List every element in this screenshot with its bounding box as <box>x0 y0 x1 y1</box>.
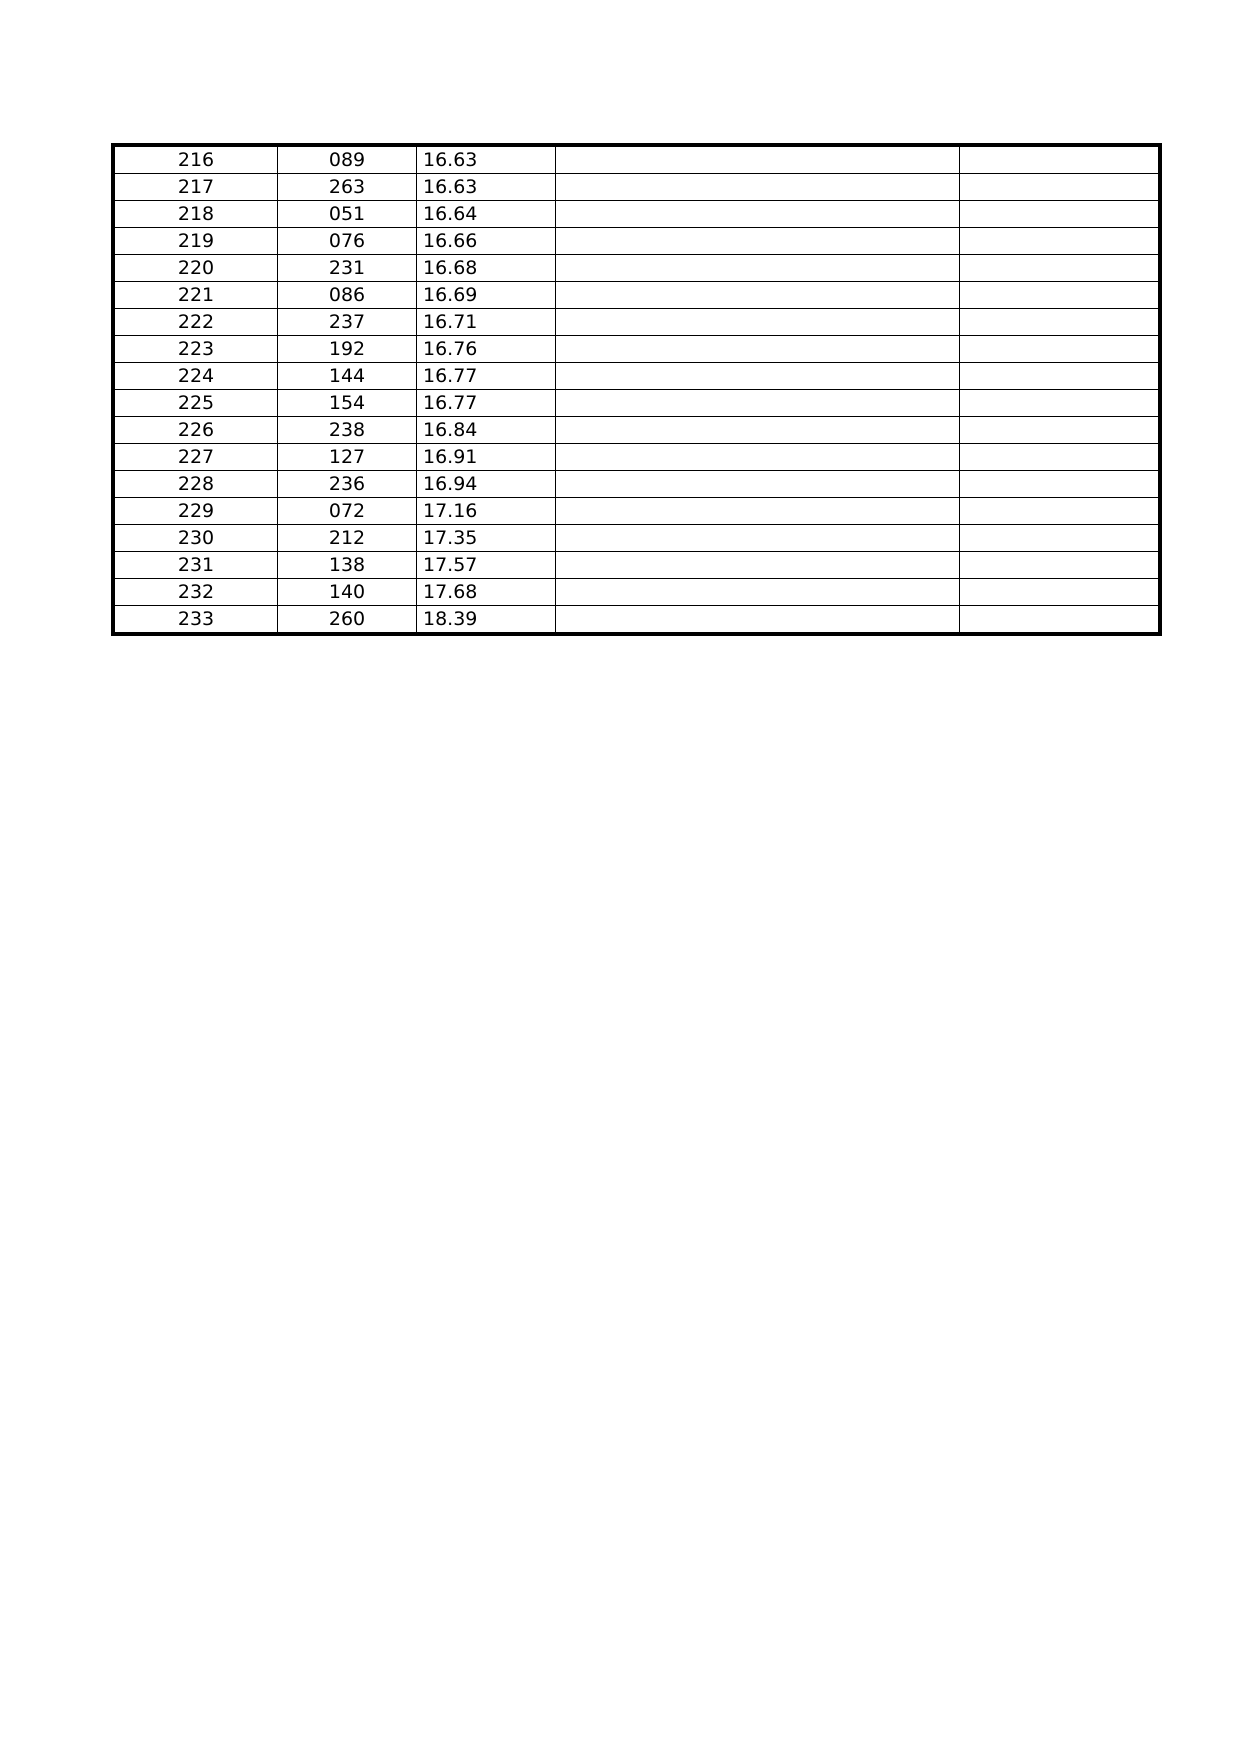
table-row <box>113 579 1160 606</box>
cell-extra <box>960 228 1161 255</box>
cell-code: 154 <box>278 390 417 417</box>
cell-index: 221 <box>113 282 278 309</box>
table-row <box>113 444 1160 471</box>
cell-extra <box>960 363 1161 390</box>
data-table-body <box>113 145 1160 634</box>
cell-note <box>556 606 960 635</box>
cell-extra <box>960 606 1161 635</box>
cell-index: 232 <box>113 579 278 606</box>
cell-note <box>556 417 960 444</box>
cell-code: 192 <box>278 336 417 363</box>
cell-code: 127 <box>278 444 417 471</box>
cell-value: 16.69 <box>417 282 556 309</box>
cell-index: 230 <box>113 525 278 552</box>
cell-code: 086 <box>278 282 417 309</box>
cell-extra <box>960 417 1161 444</box>
table-row <box>113 336 1160 363</box>
cell-index: 220 <box>113 255 278 282</box>
cell-code: 236 <box>278 471 417 498</box>
cell-note <box>556 363 960 390</box>
table-row <box>113 606 1160 635</box>
cell-value: 16.84 <box>417 417 556 444</box>
cell-value: 16.64 <box>417 201 556 228</box>
cell-code: 144 <box>278 363 417 390</box>
cell-value: 16.68 <box>417 255 556 282</box>
cell-index: 218 <box>113 201 278 228</box>
cell-index: 228 <box>113 471 278 498</box>
cell-code: 212 <box>278 525 417 552</box>
cell-extra <box>960 336 1161 363</box>
cell-code: 238 <box>278 417 417 444</box>
cell-index: 229 <box>113 498 278 525</box>
cell-value: 17.68 <box>417 579 556 606</box>
cell-value: 16.76 <box>417 336 556 363</box>
cell-index: 233 <box>113 606 278 635</box>
table-row <box>113 417 1160 444</box>
cell-note <box>556 471 960 498</box>
cell-note <box>556 145 960 174</box>
cell-value: 16.63 <box>417 145 556 174</box>
data-table-container <box>111 143 1100 636</box>
table-row <box>113 201 1160 228</box>
table-row <box>113 282 1160 309</box>
cell-note <box>556 552 960 579</box>
cell-note <box>556 282 960 309</box>
cell-code: 076 <box>278 228 417 255</box>
cell-note <box>556 390 960 417</box>
cell-extra <box>960 201 1161 228</box>
table-row <box>113 309 1160 336</box>
cell-extra <box>960 579 1161 606</box>
cell-value: 16.77 <box>417 363 556 390</box>
cell-note <box>556 174 960 201</box>
cell-extra <box>960 552 1161 579</box>
cell-value: 17.16 <box>417 498 556 525</box>
cell-note <box>556 201 960 228</box>
cell-code: 231 <box>278 255 417 282</box>
cell-value: 17.35 <box>417 525 556 552</box>
cell-index: 217 <box>113 174 278 201</box>
cell-index: 223 <box>113 336 278 363</box>
table-row <box>113 145 1160 174</box>
cell-code: 051 <box>278 201 417 228</box>
cell-value: 18.39 <box>417 606 556 635</box>
data-table <box>111 143 1162 636</box>
cell-note <box>556 255 960 282</box>
cell-extra <box>960 444 1161 471</box>
cell-value: 16.66 <box>417 228 556 255</box>
cell-note <box>556 579 960 606</box>
table-row <box>113 228 1160 255</box>
cell-extra <box>960 145 1161 174</box>
cell-index: 222 <box>113 309 278 336</box>
cell-note <box>556 444 960 471</box>
cell-code: 260 <box>278 606 417 635</box>
cell-extra <box>960 471 1161 498</box>
cell-index: 231 <box>113 552 278 579</box>
cell-extra <box>960 498 1161 525</box>
cell-index: 219 <box>113 228 278 255</box>
cell-code: 089 <box>278 145 417 174</box>
cell-value: 17.57 <box>417 552 556 579</box>
cell-note <box>556 525 960 552</box>
table-row <box>113 498 1160 525</box>
cell-extra <box>960 309 1161 336</box>
cell-note <box>556 498 960 525</box>
cell-value: 16.63 <box>417 174 556 201</box>
table-row <box>113 363 1160 390</box>
cell-note <box>556 336 960 363</box>
table-row <box>113 525 1160 552</box>
cell-note <box>556 309 960 336</box>
cell-value: 16.94 <box>417 471 556 498</box>
cell-index: 226 <box>113 417 278 444</box>
cell-extra <box>960 390 1161 417</box>
table-row <box>113 174 1160 201</box>
cell-extra <box>960 525 1161 552</box>
cell-index: 216 <box>113 145 278 174</box>
table-row <box>113 255 1160 282</box>
cell-code: 072 <box>278 498 417 525</box>
cell-value: 16.77 <box>417 390 556 417</box>
cell-index: 227 <box>113 444 278 471</box>
table-row <box>113 390 1160 417</box>
cell-code: 138 <box>278 552 417 579</box>
cell-code: 263 <box>278 174 417 201</box>
table-row <box>113 552 1160 579</box>
cell-extra <box>960 255 1161 282</box>
cell-code: 237 <box>278 309 417 336</box>
cell-extra <box>960 282 1161 309</box>
cell-index: 224 <box>113 363 278 390</box>
cell-code: 140 <box>278 579 417 606</box>
cell-index: 225 <box>113 390 278 417</box>
cell-value: 16.71 <box>417 309 556 336</box>
table-row <box>113 471 1160 498</box>
cell-value: 16.91 <box>417 444 556 471</box>
cell-note <box>556 228 960 255</box>
cell-extra <box>960 174 1161 201</box>
